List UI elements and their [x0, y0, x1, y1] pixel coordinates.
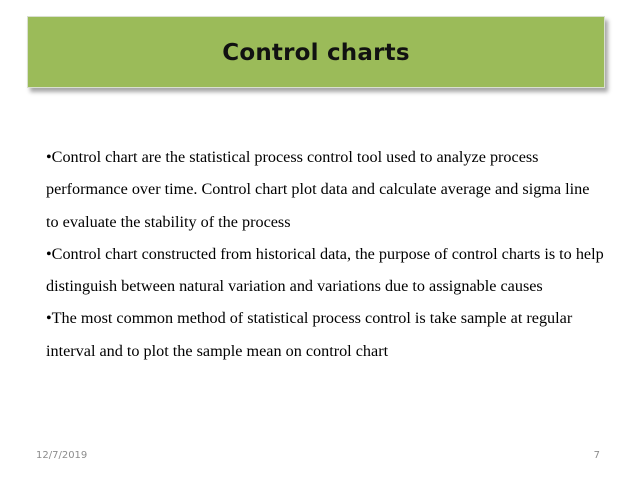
bullet-item: •Control chart constructed from historical data, the purpose of control charts is to help distinguish between natural variation and variations due to assignable causes — [46, 244, 604, 296]
bullet-item: •The most common method of statistical process control is take sample at regular interval and to plot the sample mean on control chart — [46, 309, 573, 360]
page-number: 7 — [593, 450, 600, 461]
slide-title: Control charts — [222, 40, 410, 66]
bullet-item: •Control chart are the statistical process control tool used to analyze process performance over time. Control chart plot data and calculate average and sigma line to evaluate the stability of the process — [46, 148, 590, 231]
footer-date: 12/7/2019 — [36, 450, 88, 461]
bullet-list — [46, 141, 606, 367]
title-banner — [27, 16, 605, 88]
